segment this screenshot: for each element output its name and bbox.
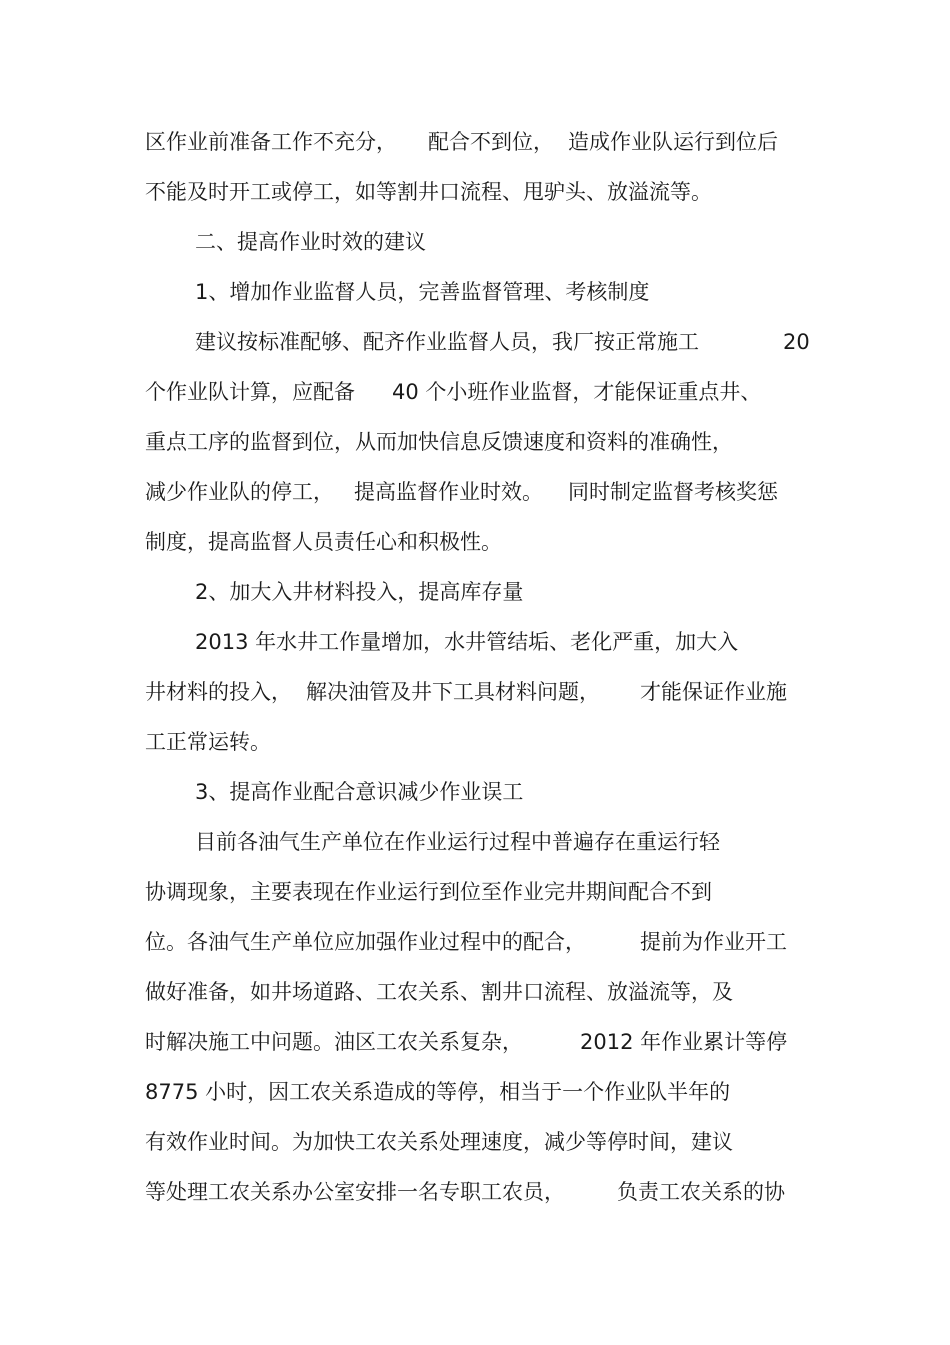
text-line [0, 977, 733, 1007]
text-segment: 目前各油气生产单位在作业运行过程中普遍存在重运行轻 [195, 830, 720, 854]
text-segment: 解决油管及井下工具材料问题， [306, 680, 600, 704]
text-segment: 区作业前准备工作不充分， [145, 130, 397, 154]
text-segment: 时解决施工中问题。油区工农关系复杂， [145, 1030, 523, 1054]
text-segment: 重点工序的监督到位，从而加快信息反馈速度和资料的准确性， [145, 430, 733, 454]
text-segment: 制度，提高监督人员责任心和积极性。 [145, 530, 502, 554]
text-line [0, 727, 271, 757]
text-line [0, 627, 739, 657]
text-segment: 井材料的投入， [145, 680, 292, 704]
text-line [0, 527, 502, 557]
text-segment: 建议按标准配够、配齐作业监督人员，我厂按正常施工 [195, 330, 699, 354]
text-segment: 2、加大入井材料投入，提高库存量 [195, 580, 524, 604]
text-segment: 工正常运转。 [145, 730, 271, 754]
text-segment: 提前为作业开工 [640, 930, 787, 954]
text-segment: 不能及时开工或停工，如等割井口流程、甩驴头、放溢流等。 [145, 180, 712, 204]
text-segment: 才能保证作业施 [640, 680, 787, 704]
text-segment: 造成作业队运行到位后 [568, 130, 778, 154]
text-segment: 负责工农关系的协 [617, 1180, 785, 1204]
text-line [0, 177, 712, 207]
text-line [0, 1177, 785, 1207]
section-heading [0, 227, 426, 257]
text-segment: 二、提高作业时效的建议 [195, 230, 426, 254]
text-segment: 1、增加作业监督人员，完善监督管理、考核制度 [195, 280, 650, 304]
text-line [0, 377, 762, 407]
text-segment: 位。各油气生产单位应加强作业过程中的配合， [145, 930, 586, 954]
text-line [0, 127, 778, 157]
text-segment: 做好准备，如井场道路、工农关系、割井口流程、放溢流等，及 [145, 980, 733, 1004]
text-segment: 2012 年作业累计等停 [580, 1030, 788, 1054]
text-line [0, 927, 787, 957]
text-segment: 提高监督作业时效。 [354, 480, 543, 504]
text-segment: 2013 年水井工作量增加，水井管结垢、老化严重，加大入 [195, 630, 739, 654]
text-line [0, 427, 733, 457]
text-segment: 20 [783, 330, 810, 354]
text-segment: 个作业队计算，应配备 [145, 380, 355, 404]
text-segment: 有效作业时间。为加快工农关系处理速度，减少等停时间，建议 [145, 1130, 733, 1154]
text-line [0, 1027, 788, 1057]
text-segment: 配合不到位， [428, 130, 554, 154]
text-line [0, 327, 810, 357]
subsection-heading [0, 577, 524, 607]
subsection-heading [0, 277, 650, 307]
text-segment: 8775 小时，因工农关系造成的等停，相当于一个作业队半年的 [145, 1080, 731, 1104]
text-segment: 同时制定监督考核奖惩 [568, 480, 778, 504]
text-line [0, 677, 787, 707]
text-line [0, 827, 720, 857]
subsection-heading [0, 777, 524, 807]
text-line [0, 1127, 733, 1157]
text-line [0, 877, 712, 907]
text-segment: 3、提高作业配合意识减少作业误工 [195, 780, 524, 804]
text-line [0, 1077, 731, 1107]
text-segment: 协调现象，主要表现在作业运行到位至作业完井期间配合不到 [145, 880, 712, 904]
text-segment: 等处理工农关系办公室安排一名专职工农员， [145, 1180, 565, 1204]
text-segment: 减少作业队的停工， [145, 480, 334, 504]
text-segment: 40 个小班作业监督，才能保证重点井、 [392, 380, 762, 404]
text-line [0, 477, 778, 507]
